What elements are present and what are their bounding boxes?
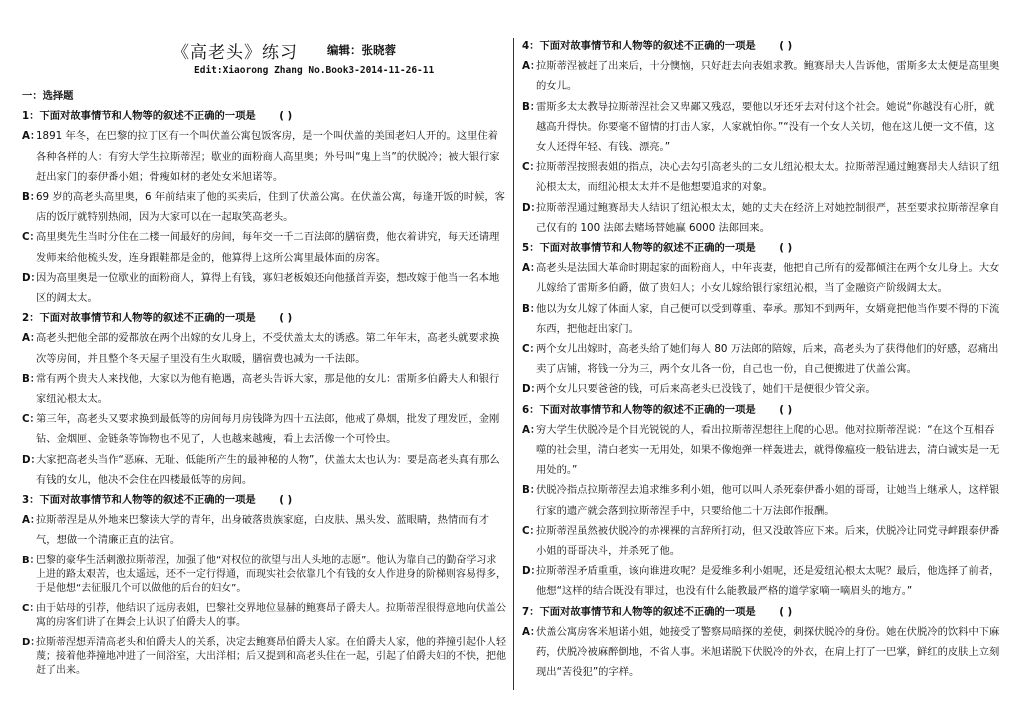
option-text: 两个女儿只要爸爸的钱，可后来高老头已没钱了，她们干是便很少管父亲。 [536,383,876,396]
option-item [522,198,1002,238]
option-item [22,633,506,681]
question-2 [22,308,506,490]
option-item [522,299,1002,339]
question-stem-text: 3：下面对故事情节和人物等的叙述不正确的一项是 [22,494,256,507]
question-1 [22,106,506,308]
option-label: D： [522,383,541,396]
option-item [22,268,506,308]
option-label: D： [522,565,541,578]
option-text: 大家把高老头当作“恶麻、无耻、低能所产生的最神秘的人物”，伏盖太太也认为：要是高老头真有那么有钱的女儿，他决不会住在四楼最低等的房间。 [36,453,500,486]
option-item [22,409,506,449]
option-text: 拉斯蒂涅矛盾重重，该向谁进攻呢？是爱维多利小姐呢，还是爱纽沁根太太呢？最后，他选择了前者，他想“这样的结合既没有罪过，也没有什么能教最严格的道学家嘀一嘀眉头的地方。” [536,565,1000,598]
option-item [22,450,506,490]
option-item [22,510,506,550]
question-stem-text: 6：下面对故事情节和人物等的叙述不正确的一项是 [522,403,756,416]
question-4 [522,36,1002,238]
option-label: A： [22,332,41,345]
question-stem [522,602,1002,622]
option-item [522,561,1002,601]
option-text: 由于姑母的引荐，他结识了远房表姐，巴黎社交界地位显赫的鲍赛昂子爵夫人。拉斯蒂涅很得意地向伏盖公寓的房客们讲了在舞会上认识了伯爵夫人的事。 [36,602,506,628]
header [22,38,506,76]
option-label: A： [22,514,41,527]
option-item [522,379,1002,399]
option-label: B： [522,302,541,315]
question-stem-text: 7：下面对故事情节和人物等的叙述不正确的一项是 [522,605,756,618]
option-label: B： [22,191,41,204]
option-item [22,551,506,599]
option-label: B： [22,554,40,566]
option-text: 常有两个贵夫人来找他，大家以为他有艳遇，高老头告诉大家，那是他的女儿：雷斯多伯爵夫人和银行家纽沁根太太。 [36,372,500,406]
option-label: B： [522,484,541,497]
question-stem [22,308,506,328]
option-label: D： [22,453,41,466]
option-text: 拉斯蒂涅想弄清高老头和伯爵夫人的关系，决定去鲍赛昂伯爵夫人家。在伯爵夫人家，他的莽撞引起仆人轻蔑；接着他莽撞地冲进了一间浴室，大出洋相；后又提到和高老头住在一起，引起了伯爵夫妇的不快，把他赶了出来。 [36,636,506,676]
option-text: 高老头是法国大革命时期起家的面粉商人，中年丧妻，他把自己所有的爱都倾注在两个女儿身上。大女儿嫁给了雷斯多伯爵，做了贵妇人；小女儿嫁给银行家纽沁根，当了金融资产阶级阔太太。 [536,262,1000,295]
option-text: 拉斯蒂涅虽然被伏脱冷的赤裸裸的言辞所打动，但又没敢答应下来。后来，伏脱冷让同党寻衅跟泰伊番小姐的哥哥决斗，并杀死了他。 [536,524,1000,558]
option-item [22,599,506,633]
option-text: 拉斯蒂涅按照表姐的指点，决心去勾引高老头的二女儿纽沁根太太。拉斯蒂涅通过鲍赛昂夫人结识了纽沁根太太，而纽沁根太太并不是他想要追求的对象。 [536,161,1000,194]
question-stem [522,238,1002,258]
option-label: A： [522,625,541,638]
option-label: C： [522,161,540,174]
option-label: C： [22,413,40,426]
option-text: 高老头把他全部的爱都放在两个出嫁的女儿身上，不受伏盖太太的诱惑。第二年年末，高老头就要求换次等房间，并且整个冬天屋子里没有生火取暖，膳宿费也减为一千法郎。 [36,332,500,365]
option-label: C： [22,231,40,244]
answer-blank: ( ) [779,242,793,255]
column-divider [513,38,514,690]
option-text: 拉斯蒂涅通过鲍赛昂夫人结识了纽沁根太太，她的丈夫在经济上对她控制很严，甚至要求拉斯蒂涅拿自己仅有的 100 法郎去赌场替她赢 6000 法郎回来。 [536,201,1000,234]
option-label: D： [522,201,541,214]
editor-credit: 编辑：张晓蓉 [327,43,396,57]
answer-blank: ( ) [779,40,793,52]
answer-blank: ( ) [779,605,793,618]
option-text: 拉斯蒂涅是从外地来巴黎读大学的青年，出身破落贵族家庭，白皮肤、黑头发、蓝眼睛，热情而有才气，想做一个清廉正直的法官。 [36,514,490,547]
option-item [522,56,1002,96]
right-column [522,36,1002,683]
option-text: 拉斯蒂涅被赶了出来后，十分懊恼，只好赶去向表姐求教。鲍赛昂夫人告诉他，雷斯多太太便是高里奥的女儿。 [536,60,1000,93]
option-label: A： [522,60,541,73]
option-item [522,480,1002,520]
option-item [22,227,506,267]
document-subtitle: Edit:Xiaorong Zhang No.Book3-2014-11-26-11 [194,65,435,76]
question-5 [522,238,1002,400]
option-label: A： [22,130,41,143]
option-text: 穷大学生伏脱冷是个目光锐锐的人，看出拉斯蒂涅想往上爬的心思。他对拉斯蒂涅说：“在这个互相吞噬的社会里，清白老实一无用处，如果不像炮弹一样轰进去，就得像瘟疫一般钻进去，清白诚实是一无用处的。” [536,423,1000,477]
option-item [522,521,1002,561]
question-6 [522,400,1002,602]
answer-blank: ( ) [279,494,293,507]
section-title: 一：选择题 [22,90,74,102]
option-label: A： [522,262,541,275]
option-label: C： [522,524,540,537]
question-stem [22,106,506,126]
option-text: 伏脱冷指点拉斯蒂涅去追求维多利小姐，他可以叫人杀死泰伊番小姐的哥哥，让她当上继承人，这样银行家的遗产就会落到拉斯蒂涅手中，只要给他二十万法郎作报酬。 [536,484,1000,517]
option-item [522,622,1002,683]
option-text: 雷斯多太太教导拉斯蒂涅社会又卑鄙又残忍，要他以牙还牙去对付这个社会。她说“你越没有心肝，就越高升得快。你要毫不留情的打击人家，人家就怕你。”“没有一个女人关切，他在这儿便一文不值，这女人还得年轻、有钱、漂亮。” [536,100,995,154]
question-stem-text: 4：下面对故事情节和人物等的叙述不正确的一项是 [522,40,756,52]
option-item [22,369,506,409]
option-item [522,97,1002,158]
question-stem [522,400,1002,420]
answer-blank: ( ) [779,403,793,416]
option-text: 伏盖公寓房客米旭诺小姐，她接受了警察局暗探的差使，刺探伏脱冷的身份。她在伏脱冷的饮料中下麻药，伏脱冷被麻醉倒地，不省人事。米旭诺脱下伏脱冷的外衣，在肩上打了一巴掌，鲜红的皮肤上立刻现出“苦役犯”的字样。 [536,625,1000,679]
answer-blank: ( ) [279,110,293,123]
option-item [22,126,506,187]
option-item [22,187,506,227]
question-3 [22,490,506,681]
option-text: 高里奥先生当时分住在二楼一间最好的房间，每年交一千二百法郎的膳宿费，他衣着讲究，每天还请理发师来给他梳头发，连身跟鞋都是金的，他算得上这所公寓里最体面的房客。 [36,231,500,264]
option-item [522,258,1002,298]
option-label: B： [22,372,41,385]
question-stem-text: 1：下面对故事情节和人物等的叙述不正确的一项是 [22,110,256,123]
question-stem-text: 2：下面对故事情节和人物等的叙述不正确的一项是 [22,312,256,325]
option-text: 1891 年冬，在巴黎的拉丁区有一个叫伏盖公寓包饭客房，是一个叫伏盖的美国老妇人开的。这里住着各种各样的人：有穷大学生拉斯蒂涅；歇业的面粉商人高里奥；外号叫“鬼上当”的伏脱冷；被大银行家赶出家门的泰伊番小姐；骨瘦如材的老处女米旭诺等。 [36,130,500,183]
option-label: B： [522,100,541,113]
option-label: C： [522,343,540,356]
question-stem-text: 5：下面对故事情节和人物等的叙述不正确的一项是 [522,242,756,255]
option-text: 第三年，高老头又要求换到最低等的房间每月房钱降为四十五法郎，他戒了鼻烟，批发了理发匠，金刚钻、金烟匣、金链条等饰物也不见了，人也越来越瘦，看上去活像一个可怜虫。 [36,413,500,446]
option-item [22,328,506,368]
option-label: D： [22,636,41,648]
question-stem [522,36,1002,56]
question-stem [22,490,506,510]
option-text: 两个女儿出嫁时，高老头给了她们每人 80 万法郎的陪嫁，后来，高老头为了获得他们的好感，忍痛出卖了店铺，将钱一分为三，两个女儿各一份，自己也一份，自己便搬进了伏盖公寓。 [536,343,999,376]
option-label: D： [22,271,41,284]
option-item [522,157,1002,197]
option-item [522,339,1002,379]
option-text: 巴黎的豪华生活刺激拉斯蒂涅，加强了他“对权位的欲望与出人头地的志愿”。他认为靠自己的勤奋学习求上进的路太艰苦，也太遥远，还不一定行得通，而现实社会依靠几个有钱的女人作进身的阶梯则容易得多，于是他想“去征服几个可以做他的后台的妇女”。 [36,554,506,594]
option-text: 他以为女儿嫁了体面人家，自己便可以受到尊重、奉承。那知不到两年，女婿竟把他当作要不得的下流东西，把他赶出家门。 [536,302,1000,335]
option-label: C： [22,602,40,614]
option-item [522,420,1002,481]
option-label: A： [522,423,541,436]
question-7 [522,602,1002,683]
answer-blank: ( ) [279,312,293,325]
option-text: 因为高里奥是一位歇业的面粉商人，算得上有钱，寡妇老板娘还向他搔首弄姿，想改嫁于他当一名本地区的阔太太。 [36,271,500,305]
page-title: 《高老头》练习 [172,43,298,63]
option-text: 69 岁的高老头高里奥，6 年前结束了他的买卖后，住到了伏盖公寓。在伏盖公寓，每逢开饭的时候，客店的饭厅就特别热闹，因为大家可以在一起取笑高老头。 [36,191,505,224]
